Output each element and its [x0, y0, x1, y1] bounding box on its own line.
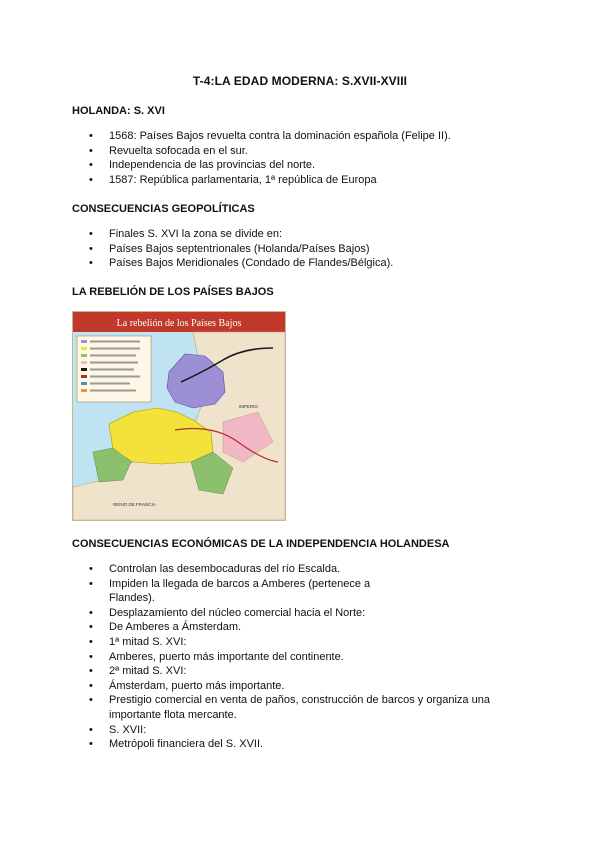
list-item: • Independencia de las provincias del norte.	[72, 158, 532, 173]
rebellion-map-image	[72, 311, 286, 521]
list-item: • 1ª mitad S. XVI:	[72, 635, 502, 650]
list-holanda	[72, 129, 532, 187]
list-item: • Finales S. XVI la zona se divide en:	[72, 227, 532, 242]
map-banner-text: La rebelión de los Países Bajos	[116, 318, 242, 329]
map-label-francia: REINO DE FRANCIA	[113, 502, 156, 507]
list-item: • De Amberes a Ámsterdam.	[72, 620, 502, 635]
page-title: T-4:LA EDAD MODERNA: S.XVII-XVIII	[192, 74, 408, 88]
list-economicas	[72, 562, 502, 752]
list-item: • 2ª mitad S. XVI:	[72, 664, 502, 679]
list-item: • Metrópoli financiera del S. XVII.	[72, 737, 502, 752]
list-item: • 1568: Países Bajos revuelta contra la dominación española (Felipe II).	[72, 129, 532, 144]
list-item: • Revuelta sofocada en el sur.	[72, 144, 532, 159]
heading-rebelion: LA REBELIÓN DE LOS PAÍSES BAJOS	[72, 286, 274, 298]
list-item: • Países Bajos Meridionales (Condado de Flandes/Bélgica).	[72, 256, 532, 271]
list-item: • Países Bajos septentrionales (Holanda/Países Bajos)	[72, 242, 532, 257]
list-geopoliticas	[72, 227, 532, 271]
list-item: • Controlan las desembocaduras del río Escalda.	[72, 562, 502, 577]
map-label-imperio: IMPERIO	[239, 404, 259, 409]
list-item: • S. XVII:	[72, 723, 502, 738]
list-item: • Impiden la llegada de barcos a Amberes (pertenece a Flandes).	[72, 577, 379, 606]
list-item: • 1587: República parlamentaria, 1ª república de Europa	[72, 173, 532, 188]
list-item: • Desplazamiento del núcleo comercial hacia el Norte:	[72, 606, 502, 621]
list-item: • Ámsterdam, puerto más importante.	[72, 679, 502, 694]
heading-holanda: HOLANDA: S. XVI	[72, 105, 165, 117]
list-item: • Amberes, puerto más importante del continente.	[72, 650, 502, 665]
list-item: • Prestigio comercial en venta de paños, construcción de barcos y organiza una importante flota mercante.	[72, 693, 502, 722]
heading-geopoliticas: CONSECUENCIAS GEOPOLÍTICAS	[72, 203, 255, 215]
heading-economicas: CONSECUENCIAS ECONÓMICAS DE LA INDEPENDENCIA HOLANDESA	[72, 538, 450, 550]
